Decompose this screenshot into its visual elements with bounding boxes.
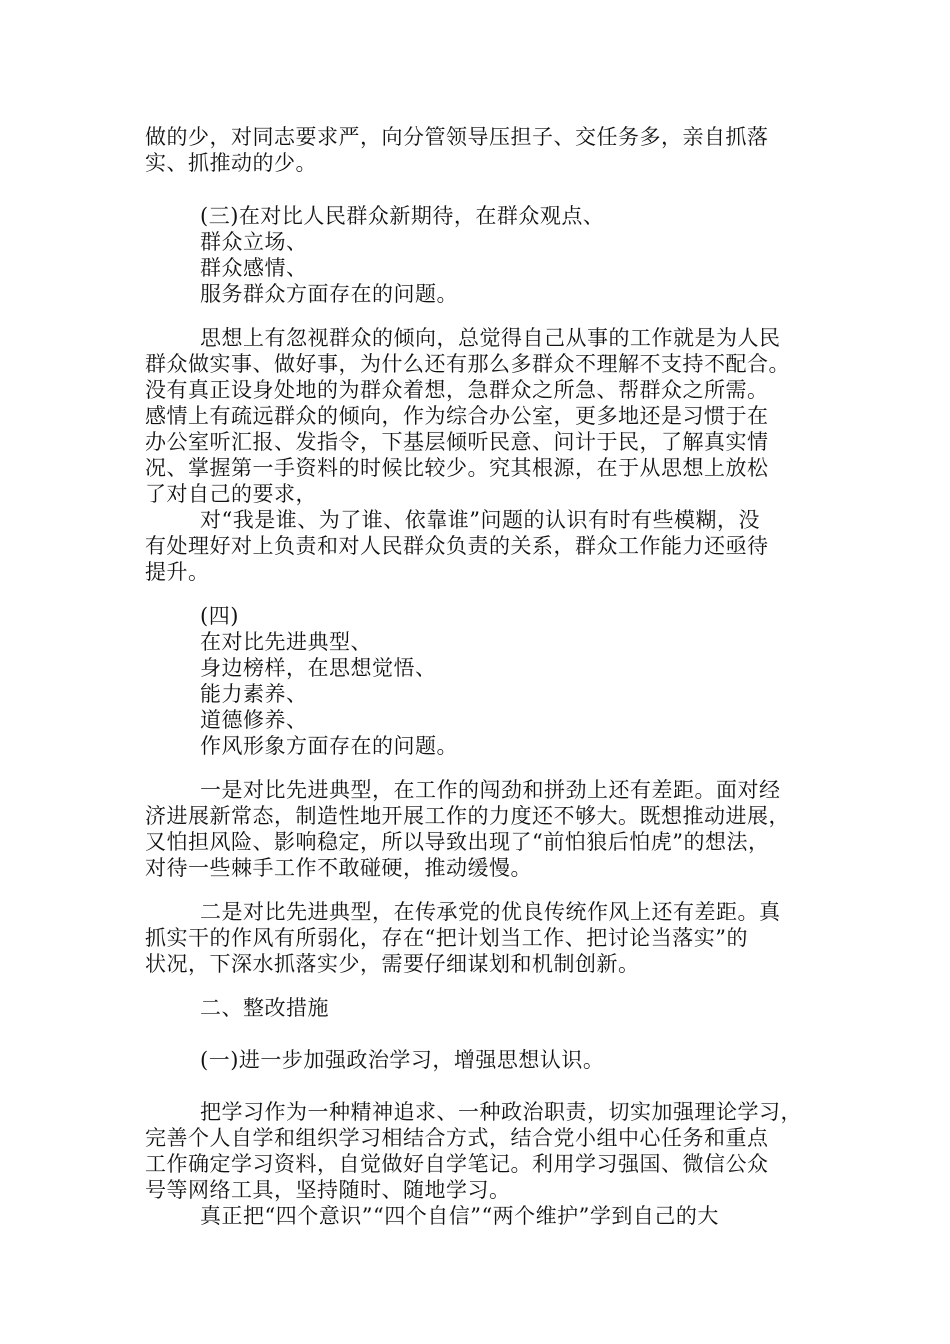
subsection-heading: (一)进一步加强政治学习，增强思想认识。 bbox=[200, 1048, 605, 1072]
section-heading: (四) bbox=[200, 604, 239, 628]
text-line: 济进展新常态，制造性地开展工作的力度还不够大。既想推动进展， bbox=[145, 804, 790, 828]
text-line: 办公室听汇报、发指令，下基层倾听民意、问计于民，了解真实情 bbox=[145, 430, 769, 454]
paragraph-first-line: 真正把“四个意识”“四个自信”“两个维护”学到自己的大 bbox=[200, 1204, 719, 1228]
text-line: 况、掌握第一手资料的时候比较少。究其根源，在于从思想上放松 bbox=[145, 456, 769, 480]
text-line: 没有真正设身处地的为群众着想，急群众之所急、帮群众之所需。 bbox=[145, 378, 769, 402]
text-line: 工作确定学习资料，自觉做好自学笔记。利用学习强国、微信公众 bbox=[145, 1152, 769, 1176]
paragraph-first-line: 二是对比先进典型，在传承党的优良传统作风上还有差距。真 bbox=[200, 900, 781, 924]
text-line: 道德修养、 bbox=[200, 708, 308, 732]
text-line: 完善个人自学和组织学习相结合方式，结合党小组中心任务和重点 bbox=[145, 1126, 769, 1150]
section-heading: (三)在对比人民群众新期待，在群众观点、 bbox=[200, 204, 605, 228]
text-line: 群众感情、 bbox=[200, 256, 308, 280]
text-line: 服务群众方面存在的问题。 bbox=[200, 282, 458, 306]
text-line: 群众做实事、做好事，为什么还有那么多群众不理解不支持不配合。 bbox=[145, 352, 790, 376]
text-line: 抓实干的作风有所弱化，存在“把计划当工作、把讨论当落实”的 bbox=[145, 926, 748, 950]
text-line: 感情上有疏远群众的倾向，作为综合办公室，更多地还是习惯于在 bbox=[145, 404, 769, 428]
text-line: 有处理好对上负责和对人民群众负责的关系，群众工作能力还亟待 bbox=[145, 534, 769, 558]
text-line: 群众立场、 bbox=[200, 230, 308, 254]
text-line: 号等网络工具，坚持随时、随地学习。 bbox=[145, 1178, 511, 1202]
text-line: 能力素养、 bbox=[200, 682, 308, 706]
text-line: 作风形象方面存在的问题。 bbox=[200, 734, 458, 758]
paragraph-first-line: 思想上有忽视群众的倾向，总觉得自己从事的工作就是为人民 bbox=[200, 326, 781, 350]
text-line: 身边榜样，在思想觉悟、 bbox=[200, 656, 437, 680]
section-heading: 二、整改措施 bbox=[200, 996, 329, 1020]
text-line: 实、抓推动的少。 bbox=[145, 151, 317, 175]
text-line: 状况，下深水抓落实少，需要仔细谋划和机制创新。 bbox=[145, 952, 640, 976]
paragraph-first-line: 一是对比先进典型，在工作的闯劲和拼劲上还有差距。面对经 bbox=[200, 778, 781, 802]
text-line: 又怕担风险、影响稳定，所以导致出现了“前怕狼后怕虎”的想法， bbox=[145, 830, 770, 854]
text-line: 在对比先进典型、 bbox=[200, 630, 372, 654]
paragraph-first-line: 把学习作为一种精神追求、一种政治职责，切实加强理论学习， bbox=[200, 1100, 802, 1124]
paragraph-first-line: 对“我是谁、为了谁、依靠谁”问题的认识有时有些模糊，没 bbox=[200, 508, 760, 532]
text-line: 了对自己的要求， bbox=[145, 482, 317, 506]
text-line: 做的少，对同志要求严，向分管领导压担子、交任务多，亲自抓落 bbox=[145, 125, 769, 149]
text-line: 对待一些棘手工作不敢碰硬，推动缓慢。 bbox=[145, 856, 532, 880]
text-line: 提升。 bbox=[145, 560, 210, 584]
